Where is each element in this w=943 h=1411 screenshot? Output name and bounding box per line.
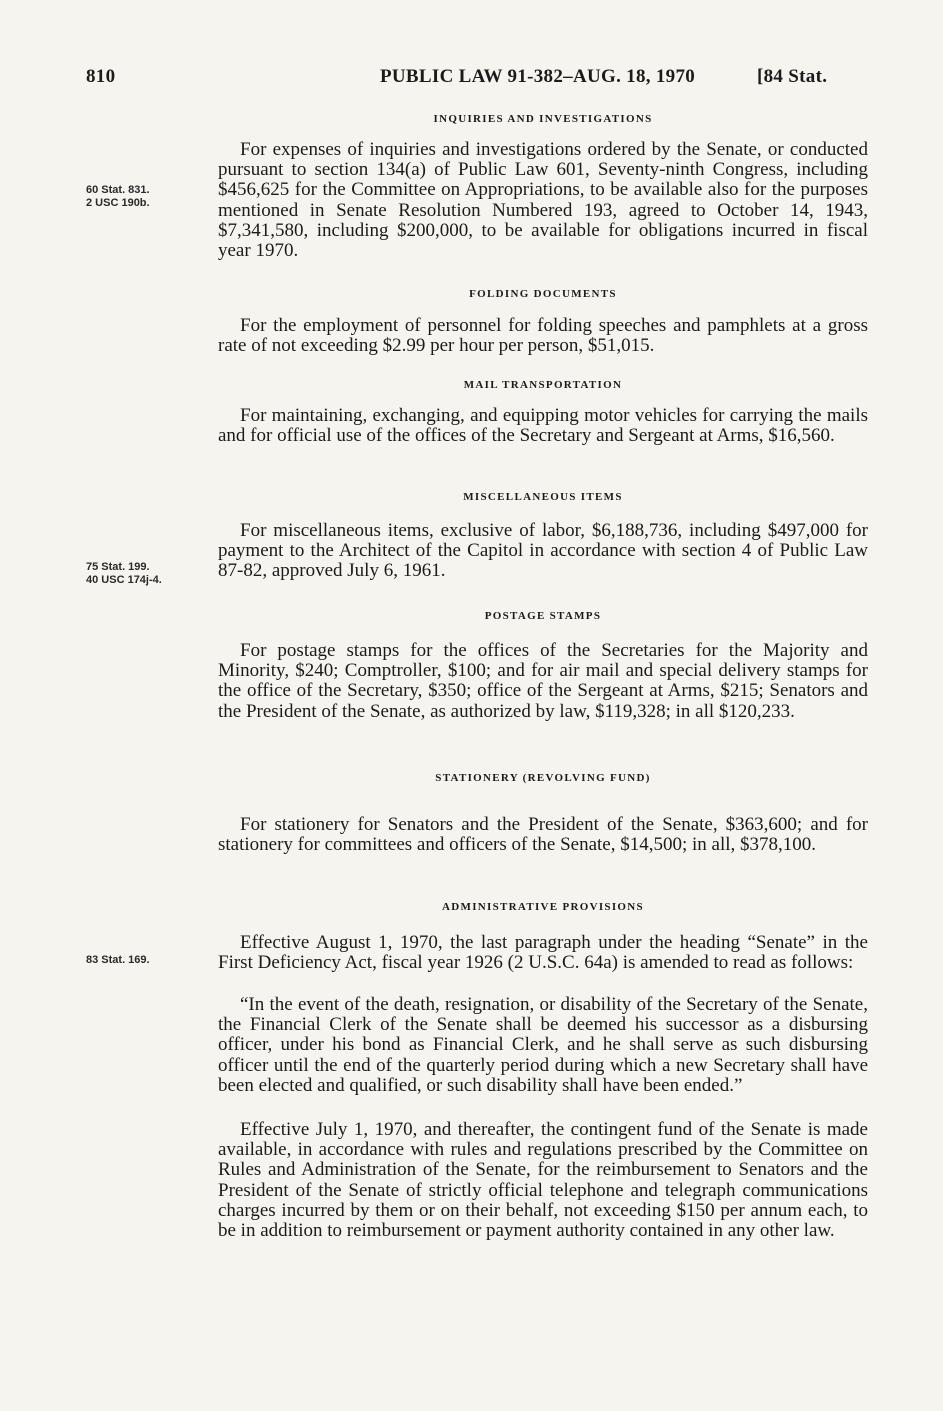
paragraph-mail: For maintaining, exchanging, and equipping motor vehicles for carrying the mails and for official use of the offices of the Secretary and Sergeant at Arms, $16,560.	[218, 405, 868, 447]
paragraph-folding: For the employment of personnel for folding speeches and pamphlets at a gross rate of not exceeding $2.99 per hour per person, $51,015.	[218, 315, 868, 357]
section-heading-inquiries: INQUIRIES AND INVESTIGATIONS	[433, 113, 653, 125]
paragraph-stationery: For stationery for Senators and the President of the Senate, $363,600; and for stationery for committees and officers of the Senate, $14,500; in all, $378,100.	[218, 814, 868, 856]
margin-note-line: 40 USC 174j-4.	[86, 574, 162, 586]
section-heading-mail: MAIL TRANSPORTATION	[463, 379, 623, 391]
margin-note-3	[86, 954, 186, 967]
paragraph-inquiries: For expenses of inquiries and investigations ordered by the Senate, or conducted pursuant to section 134(a) of Public Law 601, Seventy-ninth Congress, including $456,625 for the Committee on Appropriations, to be available also for the purposes mentioned in Senate Resolution Numbered 193, agreed to October 14, 1943, $7,341,580, including $200,000, to be available for obligations incurred in fiscal year 1970.	[218, 139, 868, 262]
margin-note-line: 2 USC 190b.	[86, 197, 150, 209]
paragraph-admin-2: Effective July 1, 1970, and thereafter, the contingent fund of the Senate is made available, in accordance with rules and regulations prescribed by the Committee on Rules and Administration of the Senate, for the reimbursement to Senators and the President of the Senate of strictly official telephone and telegraph communications charges incurred by them or on their behalf, not exceeding $150 per annum each, to be in addition to reimbursement or payment authority contained in any other law.	[218, 1119, 868, 1242]
margin-note-2	[86, 561, 186, 587]
margin-note-1	[86, 184, 186, 210]
paragraph-admin-quote: “In the event of the death, resignation, or disability of the Secretary of the Senate, the Financial Clerk of the Senate shall be deemed his successor as a disbursing officer, under his bond as Financial Clerk, and he shall serve as such disbursing officer until the end of the quarterly period during which a new Secretary shall have been elected and qualified, or such disability shall have been ended.”	[218, 994, 868, 1096]
statute-reference: [84 Stat.	[757, 66, 828, 87]
page-number: 810	[86, 66, 116, 87]
margin-note-line: 75 Stat. 199.	[86, 561, 150, 573]
section-heading-stationery: STATIONERY (REVOLVING FUND)	[435, 772, 651, 784]
margin-note-line: 83 Stat. 169.	[86, 954, 150, 966]
margin-note-line: 60 Stat. 831.	[86, 184, 150, 196]
page-title: PUBLIC LAW 91-382–AUG. 18, 1970	[380, 66, 696, 87]
paragraph-misc: For miscellaneous items, exclusive of labor, $6,188,736, including $497,000 for payment to the Architect of the Capitol in accordance with section 4 of Public Law 87-82, approved July 6, 1961.	[218, 520, 868, 582]
section-heading-admin: ADMINISTRATIVE PROVISIONS	[442, 901, 644, 913]
section-heading-postage: POSTAGE STAMPS	[484, 610, 602, 622]
paragraph-admin-1: Effective August 1, 1970, the last paragraph under the heading “Senate” in the First Deficiency Act, fiscal year 1926 (2 U.S.C. 64a) is amended to read as follows:	[218, 932, 868, 974]
paragraph-postage: For postage stamps for the offices of the Secretaries for the Majority and Minority, $240; Comptroller, $100; and for air mail and special delivery stamps for the office of the Secretary, $350; office of the Sergeant at Arms, $215; Senators and the President of the Senate, as authorized by law, $119,328; in all $120,233.	[218, 640, 868, 722]
section-heading-misc: MISCELLANEOUS ITEMS	[463, 491, 623, 503]
section-heading-folding: FOLDING DOCUMENTS	[469, 288, 617, 300]
